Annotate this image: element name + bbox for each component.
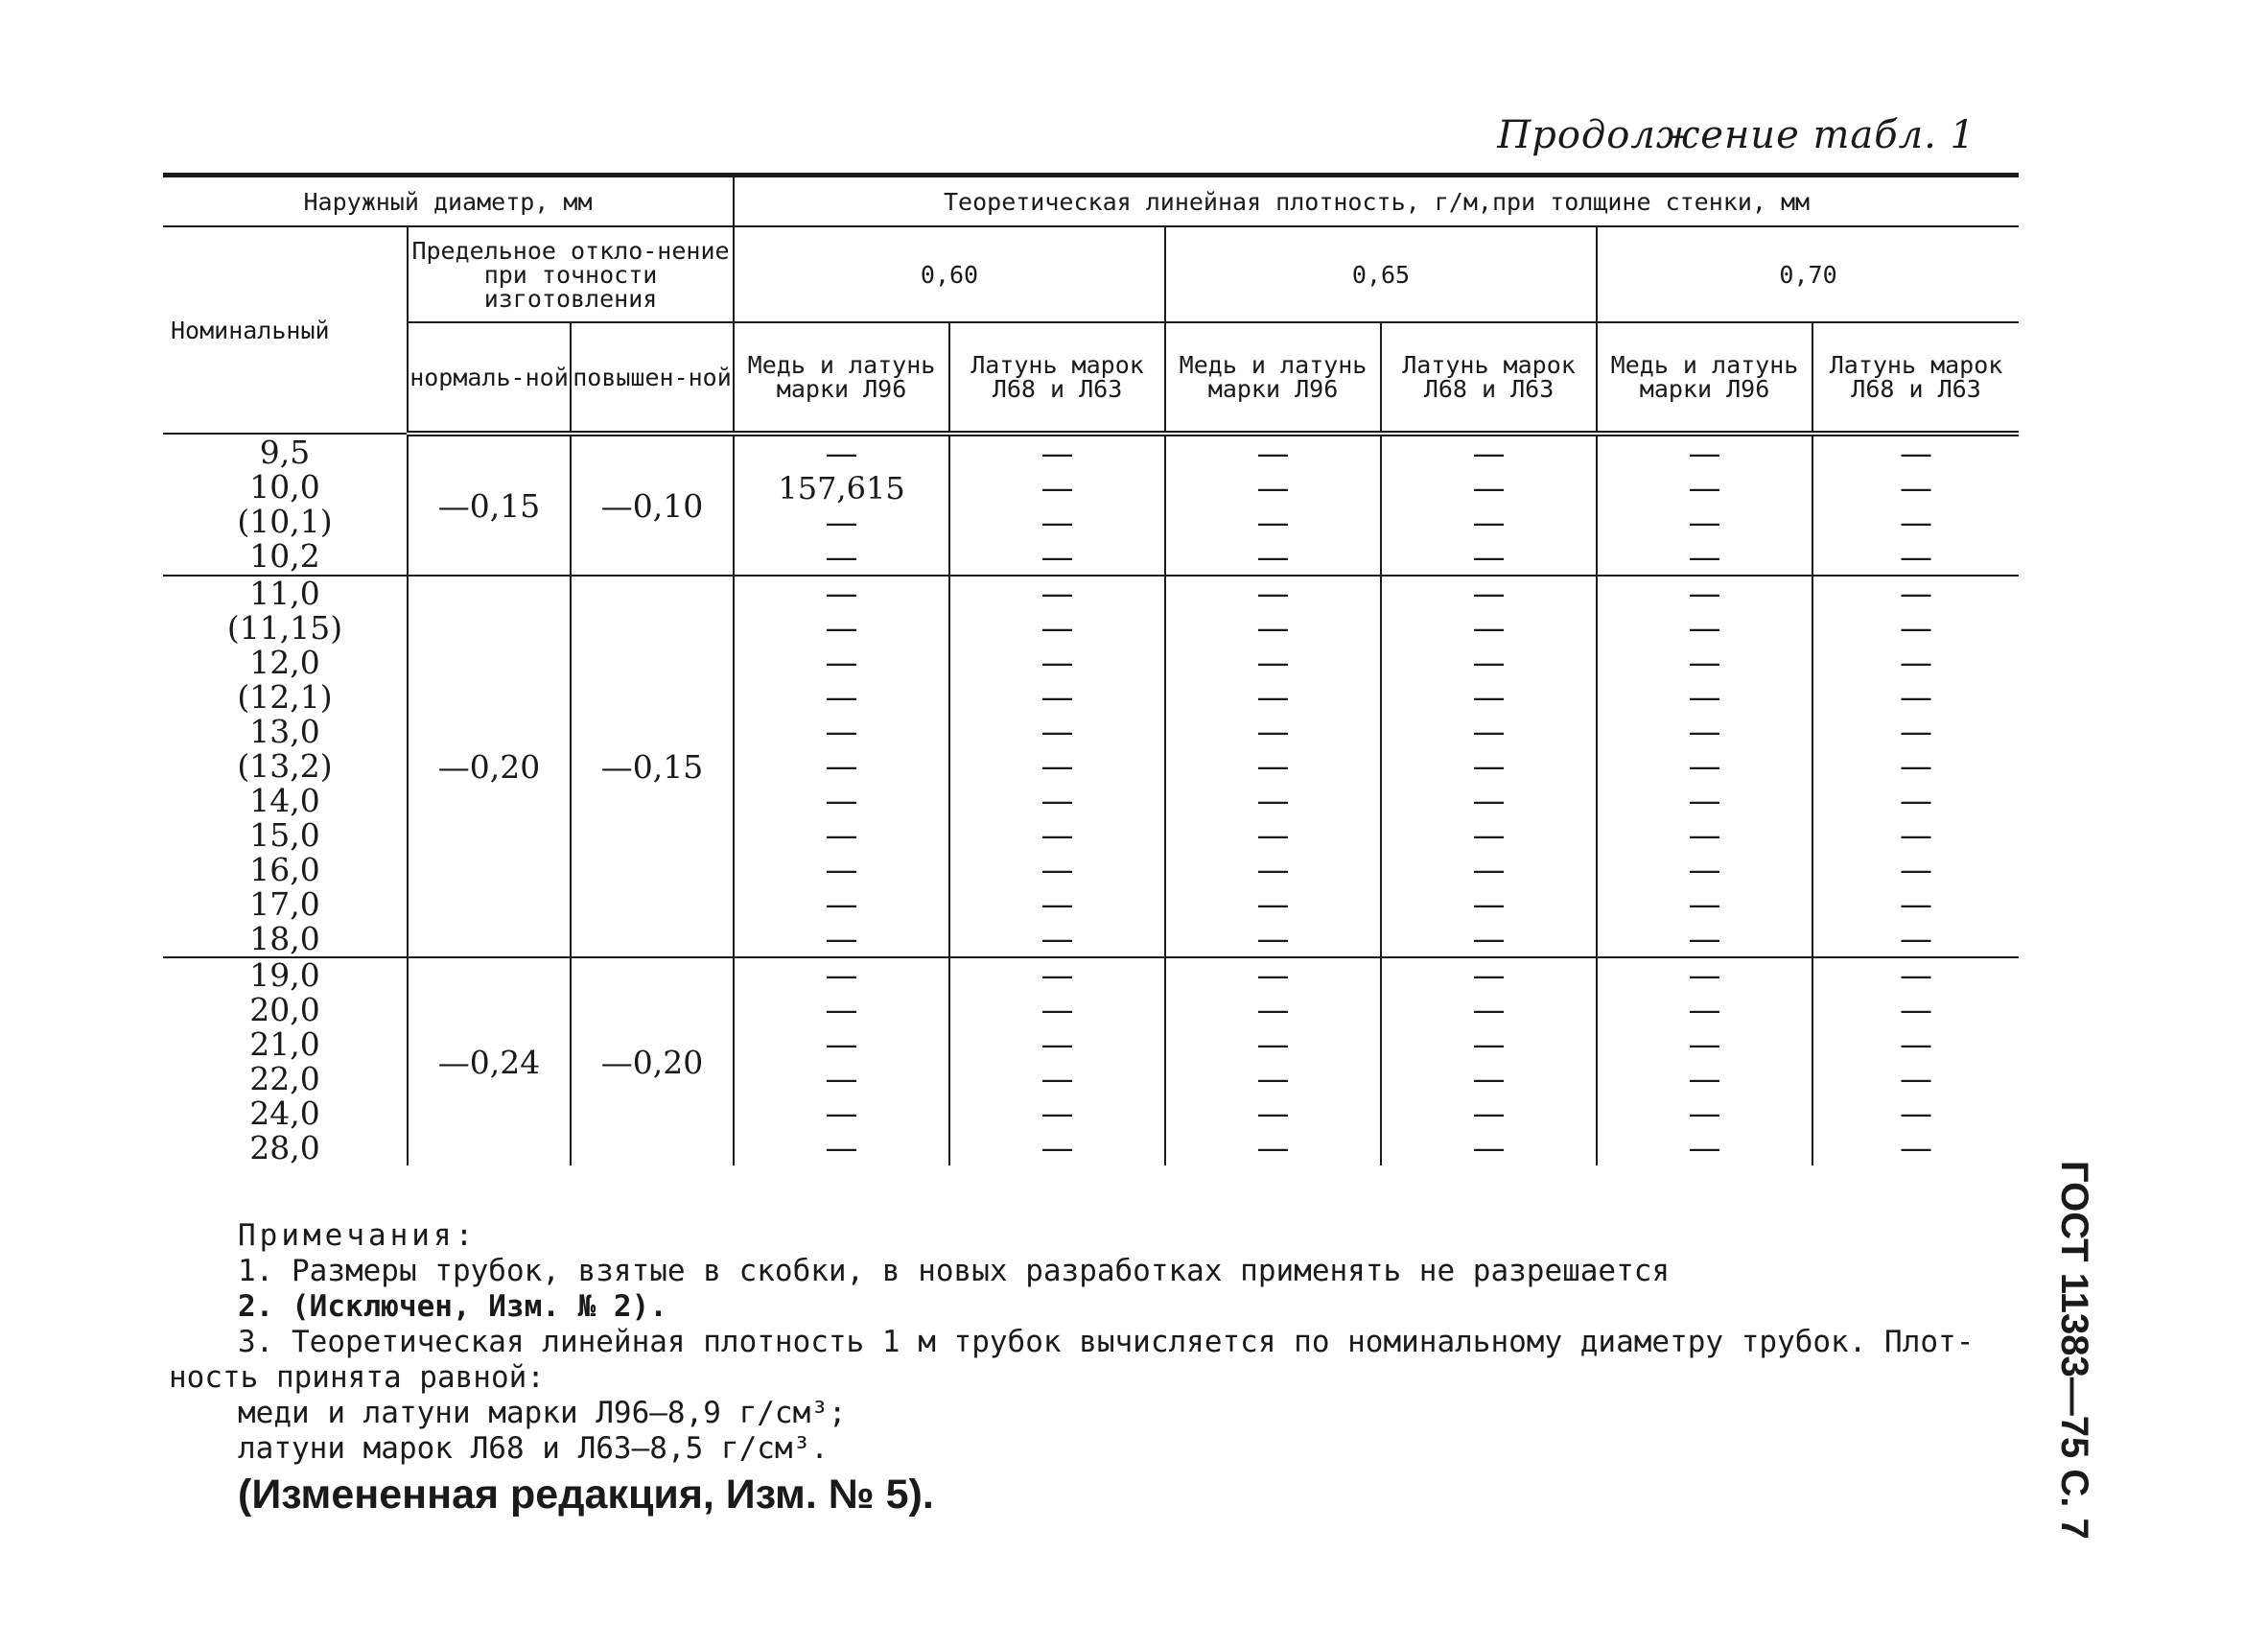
header-density: Теоретическая линейная плотность, г/м,при толщине стенки, мм: [734, 176, 2019, 227]
diameter-value: 14,0: [249, 782, 320, 819]
density-value: —: [1688, 816, 1721, 855]
header-increased: повышен-ной: [571, 322, 734, 434]
density-value: —: [1040, 644, 1074, 682]
density-value: —: [1900, 885, 1933, 924]
density-cell: [1381, 957, 1597, 1165]
density-value: 157,615: [778, 470, 905, 506]
density-value: —: [1472, 609, 1506, 647]
density-value: —: [1040, 1129, 1074, 1167]
density-value: —: [1040, 713, 1074, 751]
header-outer-diameter: Наружный диаметр, мм: [163, 176, 734, 227]
density-value: —: [1040, 885, 1074, 924]
density-value: —: [1256, 991, 1290, 1029]
density-value: —: [1900, 713, 1933, 751]
density-value: —: [825, 1025, 858, 1064]
density-value: —: [1472, 1095, 1506, 1133]
density-cell: [1165, 576, 1381, 957]
header-copper-060: Медь и латунь марки Л96: [734, 322, 949, 434]
density-value: —: [1040, 747, 1074, 786]
header-copper-065: Медь и латунь марки Л96: [1165, 322, 1381, 434]
density-value: —: [825, 1095, 858, 1133]
density-value: —: [1900, 816, 1933, 855]
normal-tolerance: —0,20: [408, 576, 571, 957]
table-caption: Продолжение табл. 1: [1497, 113, 1976, 157]
density-value: —: [1256, 713, 1290, 751]
density-value: —: [1688, 956, 1721, 995]
density-value: —: [1688, 575, 1721, 613]
density-value: —: [1472, 885, 1506, 924]
density-value: —: [825, 1060, 858, 1098]
density-value: —: [1472, 1129, 1506, 1167]
density-value: —: [1472, 1060, 1506, 1098]
diameter-value: (13,2): [237, 747, 333, 785]
density-value: —: [1256, 920, 1290, 958]
density-value: —: [1472, 782, 1506, 820]
diameter-value: 12,0: [249, 644, 320, 681]
density-value: —: [825, 956, 858, 995]
density-value: —: [1040, 991, 1074, 1029]
density-value: —: [1472, 678, 1506, 717]
nominal-cell: [163, 434, 408, 576]
header-normal: нормаль-ной: [408, 322, 571, 434]
diameter-value: (12,1): [237, 678, 333, 716]
header-thickness-065: 0,65: [1165, 226, 1597, 322]
density-value: —: [1256, 538, 1290, 577]
density-value: —: [1040, 609, 1074, 647]
density-value: —: [1256, 816, 1290, 855]
density-value: —: [825, 885, 858, 924]
diameter-value: 15,0: [249, 816, 320, 854]
note-3-cont: ность принята равной:: [169, 1360, 545, 1395]
density-value: —: [825, 1129, 858, 1167]
density-value: —: [1900, 851, 1933, 889]
density-value: —: [825, 609, 858, 647]
diameter-value: 16,0: [249, 851, 320, 888]
density-value: —: [1900, 644, 1933, 682]
density-value: —: [825, 851, 858, 889]
density-cell: [734, 957, 949, 1165]
density-value: —: [1040, 538, 1074, 577]
diameter-value: 24,0: [249, 1095, 320, 1132]
header-deviation: Предельное откло-нение при точности изготовления: [408, 226, 734, 322]
density-value: —: [1900, 1095, 1933, 1133]
increased-tolerance: —0,20: [571, 957, 734, 1165]
density-value: —: [825, 504, 858, 542]
notes-block: [169, 1218, 2031, 1467]
density-value: —: [1040, 678, 1074, 717]
density-value: —: [1900, 504, 1933, 542]
standard-page-stamp: ГОСТ 11383—75 С. 7: [2053, 1161, 2095, 1540]
density-value: —: [1900, 609, 1933, 647]
density-value: —: [1472, 644, 1506, 682]
density-value: —: [1900, 538, 1933, 577]
density-value: —: [1688, 713, 1721, 751]
density-value: —: [1688, 747, 1721, 786]
density-value: —: [1256, 575, 1290, 613]
density-value: —: [1900, 747, 1933, 786]
density-cell: [949, 576, 1165, 957]
density-value: —: [825, 747, 858, 786]
density-value: —: [1472, 991, 1506, 1029]
density-value: —: [825, 435, 858, 473]
density-cell: [734, 576, 949, 957]
note-3: 3. Теоретическая линейная плотность 1 м трубок вычисляется по номинальному диаметру трубок. Плот-: [238, 1325, 1975, 1359]
header-copper-070: Медь и латунь марки Л96: [1597, 322, 1812, 434]
density-value: —: [1900, 1060, 1933, 1098]
diameter-value: 10,0: [249, 468, 320, 506]
density-cell: [1597, 434, 1812, 576]
density-value: —: [1900, 956, 1933, 995]
density-cell: [1812, 957, 2019, 1165]
table-row-group-3: [163, 957, 2019, 1165]
density-value: —: [1256, 1095, 1290, 1133]
density-value: —: [825, 991, 858, 1029]
density-value: —: [825, 782, 858, 820]
amendment-note: (Измененная редакция, Изм. № 5).: [238, 1471, 934, 1518]
density-value: —: [1688, 920, 1721, 958]
density-value: —: [1256, 1129, 1290, 1167]
density-value: —: [1688, 1025, 1721, 1064]
density-value: —: [1900, 469, 1933, 507]
diameter-value: 20,0: [249, 991, 320, 1028]
density-value: —: [825, 678, 858, 717]
density-value: —: [1256, 956, 1290, 995]
header-brass-060: Латунь марок Л68 и Л63: [949, 322, 1165, 434]
normal-tolerance: —0,15: [408, 434, 571, 576]
increased-tolerance: —0,10: [571, 434, 734, 576]
density-value: —: [1472, 747, 1506, 786]
density-value: —: [1256, 747, 1290, 786]
header-brass-065: Латунь марок Л68 и Л63: [1381, 322, 1597, 434]
density-value: —: [1688, 1095, 1721, 1133]
density-value: —: [1472, 816, 1506, 855]
density-value: —: [1040, 1095, 1074, 1133]
diameter-value: (10,1): [237, 503, 333, 540]
density-cell: [1812, 434, 2019, 576]
header-brass-070: Латунь марок Л68 и Л63: [1812, 322, 2019, 434]
density-value: —: [825, 575, 858, 613]
density-value: —: [1040, 920, 1074, 958]
density-value: —: [1472, 575, 1506, 613]
density-value: —: [825, 538, 858, 577]
density-value: —: [1688, 1129, 1721, 1167]
diameter-value: (11,15): [226, 609, 343, 647]
density-cell: [1381, 434, 1597, 576]
density-value: —: [1256, 678, 1290, 717]
density-value: —: [825, 920, 858, 958]
density-value: —: [1900, 575, 1933, 613]
table-row-group-1: [163, 434, 2019, 576]
density-value: —: [1256, 885, 1290, 924]
density-value: —: [1900, 991, 1933, 1029]
density-value: —: [1040, 956, 1074, 995]
density-value: —: [1900, 678, 1933, 717]
density-value: —: [1900, 1129, 1933, 1167]
density-value: —: [1256, 782, 1290, 820]
density-value: —: [1472, 504, 1506, 542]
density-value: —: [1688, 851, 1721, 889]
density-value: —: [1040, 1060, 1074, 1098]
density-cell: [949, 434, 1165, 576]
density-value: —: [1688, 469, 1721, 507]
density-value: —: [1472, 713, 1506, 751]
diameter-value: 18,0: [249, 920, 320, 957]
diameter-value: 11,0: [249, 575, 320, 612]
density-value: —: [1040, 504, 1074, 542]
diameter-value: 17,0: [249, 885, 320, 923]
density-value: —: [1256, 504, 1290, 542]
density-value: —: [1688, 991, 1721, 1029]
density-value: —: [1040, 575, 1074, 613]
density-value: —: [1040, 782, 1074, 820]
density-value: —: [825, 713, 858, 751]
density-cell: [1165, 957, 1381, 1165]
diameter-value: 10,2: [249, 537, 320, 575]
note-3-copper: меди и латуни марки Л96—8,9 г/см³;: [238, 1396, 847, 1430]
density-value: —: [1256, 851, 1290, 889]
density-cell: [1165, 434, 1381, 576]
note-1: 1. Размеры трубок, взятые в скобки, в новых разработках применять не разрешается: [238, 1254, 1671, 1288]
density-value: —: [1688, 644, 1721, 682]
density-value: —: [1900, 1025, 1933, 1064]
note-2: 2. (Исключен, Изм. № 2).: [238, 1289, 667, 1324]
density-cell: [734, 434, 949, 576]
table-row-group-2: [163, 576, 2019, 957]
density-cell: [1812, 576, 2019, 957]
density-value: —: [1256, 644, 1290, 682]
density-value: —: [1900, 920, 1933, 958]
diameter-value: 13,0: [249, 713, 320, 750]
density-table: [163, 173, 2019, 1165]
notes-title: Примечания:: [238, 1218, 478, 1253]
density-cell: [1381, 576, 1597, 957]
density-value: —: [1688, 609, 1721, 647]
density-value: —: [1040, 469, 1074, 507]
density-value: —: [1472, 851, 1506, 889]
header-thickness-070: 0,70: [1597, 226, 2019, 322]
density-value: —: [1256, 609, 1290, 647]
density-value: —: [1472, 435, 1506, 473]
diameter-value: 19,0: [249, 956, 320, 994]
density-cell: [949, 957, 1165, 1165]
density-value: —: [1472, 469, 1506, 507]
density-value: —: [1688, 885, 1721, 924]
density-value: —: [1472, 920, 1506, 958]
density-value: —: [1040, 435, 1074, 473]
header-nominal: Номинальный: [163, 226, 408, 434]
diameter-value: 9,5: [259, 434, 311, 471]
diameter-value: 22,0: [249, 1060, 320, 1097]
nominal-cell: [163, 957, 408, 1165]
density-value: —: [1472, 956, 1506, 995]
density-value: —: [1256, 1060, 1290, 1098]
density-value: —: [1688, 678, 1721, 717]
normal-tolerance: —0,24: [408, 957, 571, 1165]
density-value: —: [1688, 782, 1721, 820]
density-cell: [1597, 957, 1812, 1165]
density-value: —: [1472, 1025, 1506, 1064]
density-value: —: [1256, 469, 1290, 507]
density-value: —: [1688, 435, 1721, 473]
density-value: —: [1900, 435, 1933, 473]
density-value: —: [1688, 1060, 1721, 1098]
density-cell: [1597, 576, 1812, 957]
density-value: —: [1040, 851, 1074, 889]
density-value: —: [1688, 538, 1721, 577]
density-value: —: [1900, 782, 1933, 820]
density-value: —: [1040, 816, 1074, 855]
increased-tolerance: —0,15: [571, 576, 734, 957]
note-3-brass: латуни марок Л68 и Л63—8,5 г/см³.: [238, 1431, 829, 1466]
density-value: —: [1256, 435, 1290, 473]
diameter-value: 21,0: [249, 1025, 320, 1063]
density-value: —: [825, 816, 858, 855]
density-value: —: [825, 644, 858, 682]
diameter-value: 28,0: [249, 1129, 320, 1166]
header-thickness-060: 0,60: [734, 226, 1165, 322]
density-value: —: [1040, 1025, 1074, 1064]
density-value: —: [1472, 538, 1506, 577]
nominal-cell: [163, 576, 408, 957]
density-value: —: [1688, 504, 1721, 542]
density-value: —: [1256, 1025, 1290, 1064]
